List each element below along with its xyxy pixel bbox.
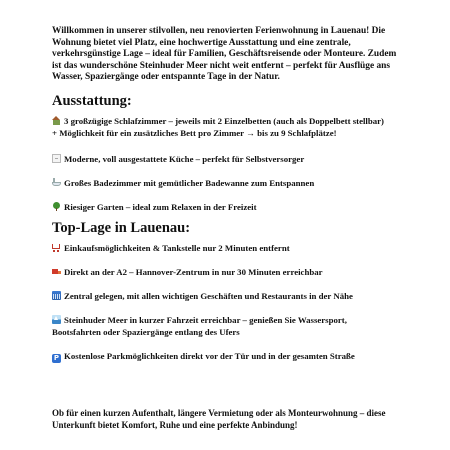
list-item — [52, 154, 432, 166]
list-item — [52, 291, 432, 303]
tree-icon — [52, 202, 61, 211]
intro-line: verkehrsgünstige Lage – ideal für Familien, Geschäftsreisende oder Monteure. Zudem — [52, 49, 397, 60]
lake-icon — [52, 315, 61, 324]
cart-icon — [52, 243, 61, 252]
house-icon — [52, 116, 61, 125]
outro-line: Ob für einen kurzen Aufenthalt, längere Vermietung oder als Monteurwohnung – diese — [52, 408, 386, 418]
list-item — [52, 116, 432, 139]
list-item — [52, 178, 432, 190]
city-icon — [52, 291, 61, 300]
list-item — [52, 202, 432, 214]
item-text: + Möglichkeit für ein zusätzliches Bett pro Zimmer → bis zu 9 Schlafplätze! — [52, 127, 337, 138]
ausstattung-heading: Ausstattung: — [52, 93, 132, 109]
document-page — [52, 26, 432, 430]
kitchen-icon — [52, 154, 61, 163]
intro-line: Wasser, Spaziergänge oder entspannte Tage in der Natur. — [52, 72, 280, 83]
item-text: Großes Badezimmer mit gemütlicher Badewanne zum Entspannen — [64, 178, 315, 188]
item-text: Steinhuder Meer in kurzer Fahrzeit erreichbar – genießen Sie Wassersport, — [64, 315, 347, 325]
intro-line: ist das wunderschöne Steinhuder Meer nicht weit entfernt – perfekt für Ausflüge ans — [52, 60, 391, 71]
list-item — [52, 315, 432, 338]
item-text: Moderne, voll ausgestattete Küche – perfekt für Selbstversorger — [64, 154, 305, 164]
list-item — [52, 351, 432, 363]
parking-icon: P — [53, 354, 60, 362]
list-item — [52, 267, 432, 279]
lage-heading: Top-Lage in Lauenau: — [52, 220, 191, 236]
item-text: Einkaufsmöglichkeiten & Tankstelle nur 2 Minuten entfernt — [64, 243, 290, 253]
item-text: Direkt an der A2 – Hannover-Zentrum in nur 30 Minuten erreichbar — [64, 267, 323, 277]
truck-icon — [52, 267, 61, 276]
outro-line: Unterkunft bietet Komfort, Ruhe und eine perfekte Anbindung! — [52, 419, 298, 430]
item-text: Bootsfahrten oder Spaziergänge entlang des Ufers — [52, 326, 240, 337]
item-text: Riesiger Garten – ideal zum Relaxen in der Freizeit — [64, 202, 257, 212]
item-text: 3 großzügige Schlafzimmer – jeweils mit 2 Einzelbetten (auch als Doppelbett stellbar) — [64, 116, 384, 126]
item-text: Kostenlose Parkmöglichkeiten direkt vor der Tür und in der gesamten Straße — [64, 351, 355, 361]
outro-paragraph — [52, 408, 432, 431]
list-item — [52, 243, 432, 255]
intro-line: Willkommen in unserer stilvollen, neu renovierten Ferienwohnung in Lauenau! Die — [52, 26, 386, 36]
bath-icon — [52, 178, 61, 187]
item-text: Zentral gelegen, mit allen wichtigen Geschäften und Restaurants in der Nähe — [64, 291, 353, 301]
intro-paragraph — [52, 26, 432, 84]
intro-line: Wohnung bietet viel Platz, eine hochwertige Ausstattung und eine zentrale, — [52, 37, 351, 48]
